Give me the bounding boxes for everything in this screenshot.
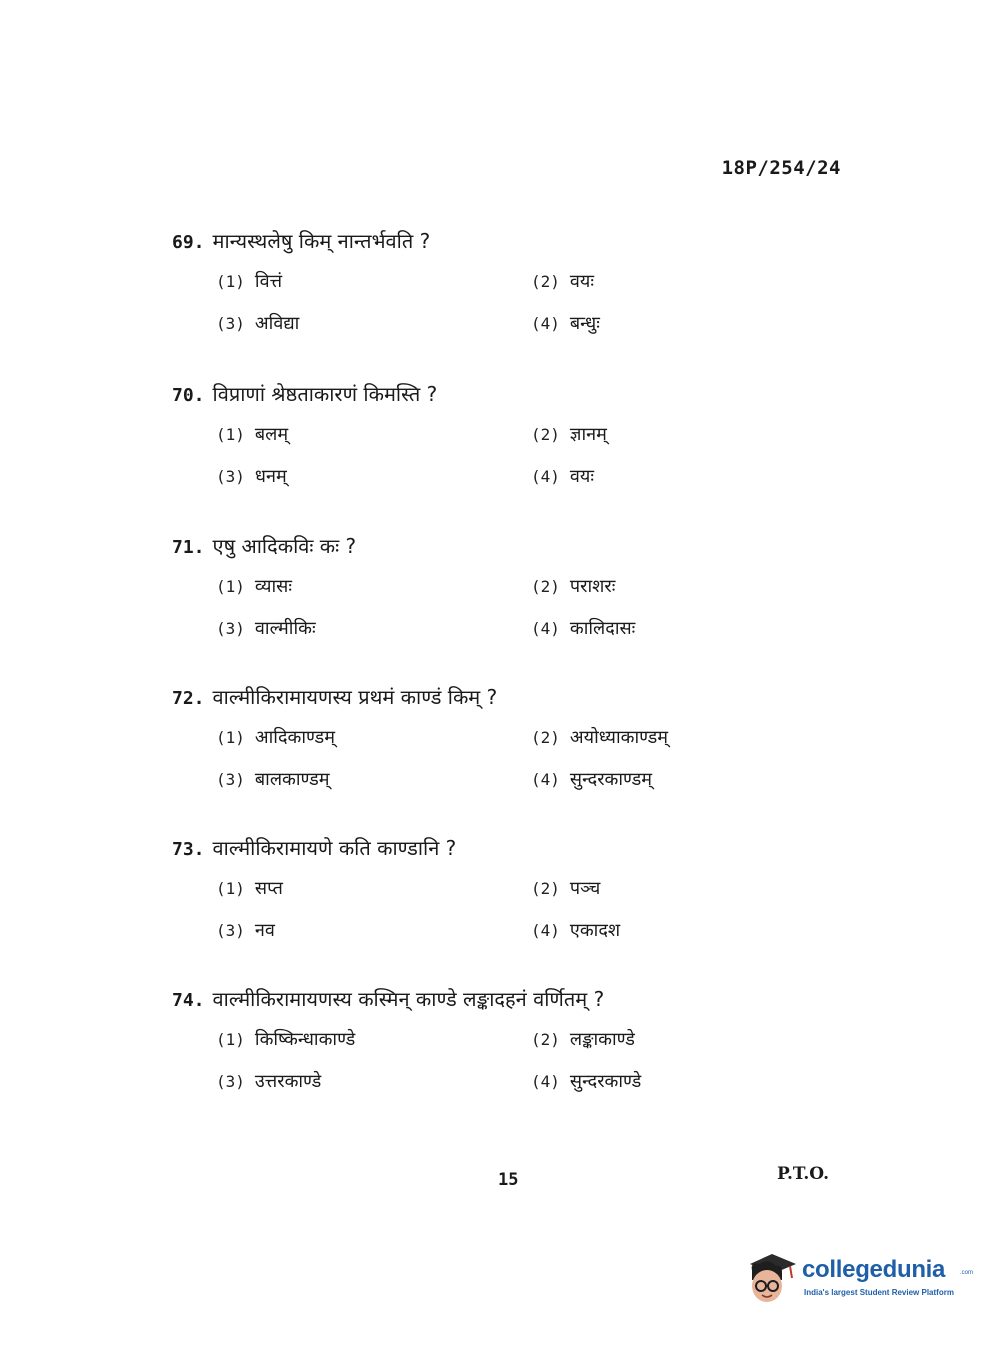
options-list <box>216 574 732 644</box>
option-number: (1) <box>216 1030 245 1049</box>
options-list <box>216 725 732 795</box>
question-number: 70. <box>172 385 205 406</box>
option-text: अयोध्याकाण्डम् <box>569 727 669 748</box>
option-number: (1) <box>216 577 245 596</box>
option-1 <box>216 876 531 904</box>
option-text: बलम् <box>254 424 289 445</box>
option-3 <box>216 767 531 795</box>
question-73 <box>172 834 732 946</box>
option-text: ज्ञानम् <box>569 424 607 445</box>
option-3 <box>216 311 531 339</box>
option-3 <box>216 464 531 492</box>
mascot-logo-icon <box>742 1250 798 1306</box>
option-number: (1) <box>216 728 245 747</box>
option-text: किष्किन्धाकाण्डे <box>254 1029 356 1050</box>
option-1 <box>216 574 531 602</box>
options-list <box>216 1027 732 1097</box>
option-3 <box>216 1069 531 1097</box>
option-text: धनम् <box>254 466 287 487</box>
question-text: वाल्मीकिरामायणस्य प्रथमं काण्डं किम् ? <box>212 685 498 709</box>
question-text: वाल्मीकिरामायणस्य कस्मिन् काण्डे लङ्कादहनं वर्णितम् ? <box>212 987 605 1011</box>
option-number: (3) <box>216 619 245 638</box>
option-text: सुन्दरकाण्डम् <box>569 769 652 790</box>
option-number: (3) <box>216 467 245 486</box>
option-4 <box>531 1069 771 1097</box>
option-number: (4) <box>531 921 560 940</box>
option-text: वयः <box>569 271 594 292</box>
options-list <box>216 422 732 492</box>
pto-label: P.T.O. <box>777 1164 829 1184</box>
option-text: बालकाण्डम् <box>254 769 330 790</box>
question-text: एषु आदिकविः कः ? <box>212 534 357 558</box>
option-4 <box>531 311 771 339</box>
option-2 <box>531 422 771 450</box>
option-number: (2) <box>531 272 560 291</box>
question-71 <box>172 532 732 644</box>
option-2 <box>531 574 771 602</box>
option-4 <box>531 918 771 946</box>
question-70 <box>172 380 732 492</box>
question-text: मान्यस्थलेषु किम् नान्तर्भवति ? <box>212 229 431 253</box>
option-1 <box>216 422 531 450</box>
option-number: (1) <box>216 425 245 444</box>
option-3 <box>216 616 531 644</box>
option-3 <box>216 918 531 946</box>
option-text: पञ्च <box>569 878 601 899</box>
brand-tagline: India's largest Student Review Platform <box>804 1288 954 1297</box>
option-number: (4) <box>531 1072 560 1091</box>
option-number: (2) <box>531 728 560 747</box>
option-number: (1) <box>216 879 245 898</box>
question-text: वाल्मीकिरामायणे कति काण्डानि ? <box>212 836 457 860</box>
paper-code: 18P/254/24 <box>721 157 841 179</box>
brand-domain: .com <box>960 1270 974 1276</box>
option-text: पराशरः <box>569 576 616 597</box>
option-text: आदिकाण्डम् <box>254 727 335 748</box>
option-number: (3) <box>216 1072 245 1091</box>
option-number: (3) <box>216 314 245 333</box>
option-2 <box>531 725 771 753</box>
question-72 <box>172 683 732 795</box>
option-4 <box>531 616 771 644</box>
option-number: (3) <box>216 921 245 940</box>
option-text: वित्तं <box>254 271 283 292</box>
option-number: (3) <box>216 770 245 789</box>
option-number: (2) <box>531 879 560 898</box>
option-text: सप्त <box>254 878 283 899</box>
option-text: सुन्दरकाण्डे <box>569 1071 642 1092</box>
option-text: अविद्या <box>254 313 300 334</box>
option-number: (4) <box>531 770 560 789</box>
option-1 <box>216 1027 531 1055</box>
option-text: वयः <box>569 466 594 487</box>
brand-watermark <box>742 1250 972 1310</box>
option-text: एकादश <box>569 920 621 941</box>
brand-name: collegedunia <box>802 1256 946 1283</box>
option-text: वाल्मीकिः <box>254 618 316 639</box>
question-number: 74. <box>172 990 205 1011</box>
option-text: उत्तरकाण्डे <box>254 1071 322 1092</box>
question-number: 72. <box>172 688 205 709</box>
question-74 <box>172 985 732 1097</box>
option-2 <box>531 876 771 904</box>
question-69 <box>172 227 732 339</box>
question-number: 69. <box>172 232 205 253</box>
option-text: व्यासः <box>254 576 292 597</box>
option-text: लङ्काकाण्डे <box>569 1029 635 1050</box>
option-number: (4) <box>531 619 560 638</box>
option-text: बन्धुः <box>569 313 600 334</box>
question-text: विप्राणां श्रेष्ठताकारणं किमस्ति ? <box>212 382 438 406</box>
question-number: 71. <box>172 537 205 558</box>
option-4 <box>531 464 771 492</box>
option-number: (1) <box>216 272 245 291</box>
option-number: (4) <box>531 314 560 333</box>
option-text: कालिदासः <box>569 618 636 639</box>
page-number: 15 <box>498 1170 519 1190</box>
option-number: (2) <box>531 577 560 596</box>
option-4 <box>531 767 771 795</box>
question-number: 73. <box>172 839 205 860</box>
option-number: (2) <box>531 425 560 444</box>
option-1 <box>216 725 531 753</box>
option-2 <box>531 269 771 297</box>
option-text: नव <box>254 920 275 941</box>
option-number: (2) <box>531 1030 560 1049</box>
option-1 <box>216 269 531 297</box>
options-list <box>216 269 732 339</box>
option-number: (4) <box>531 467 560 486</box>
option-2 <box>531 1027 771 1055</box>
options-list <box>216 876 732 946</box>
